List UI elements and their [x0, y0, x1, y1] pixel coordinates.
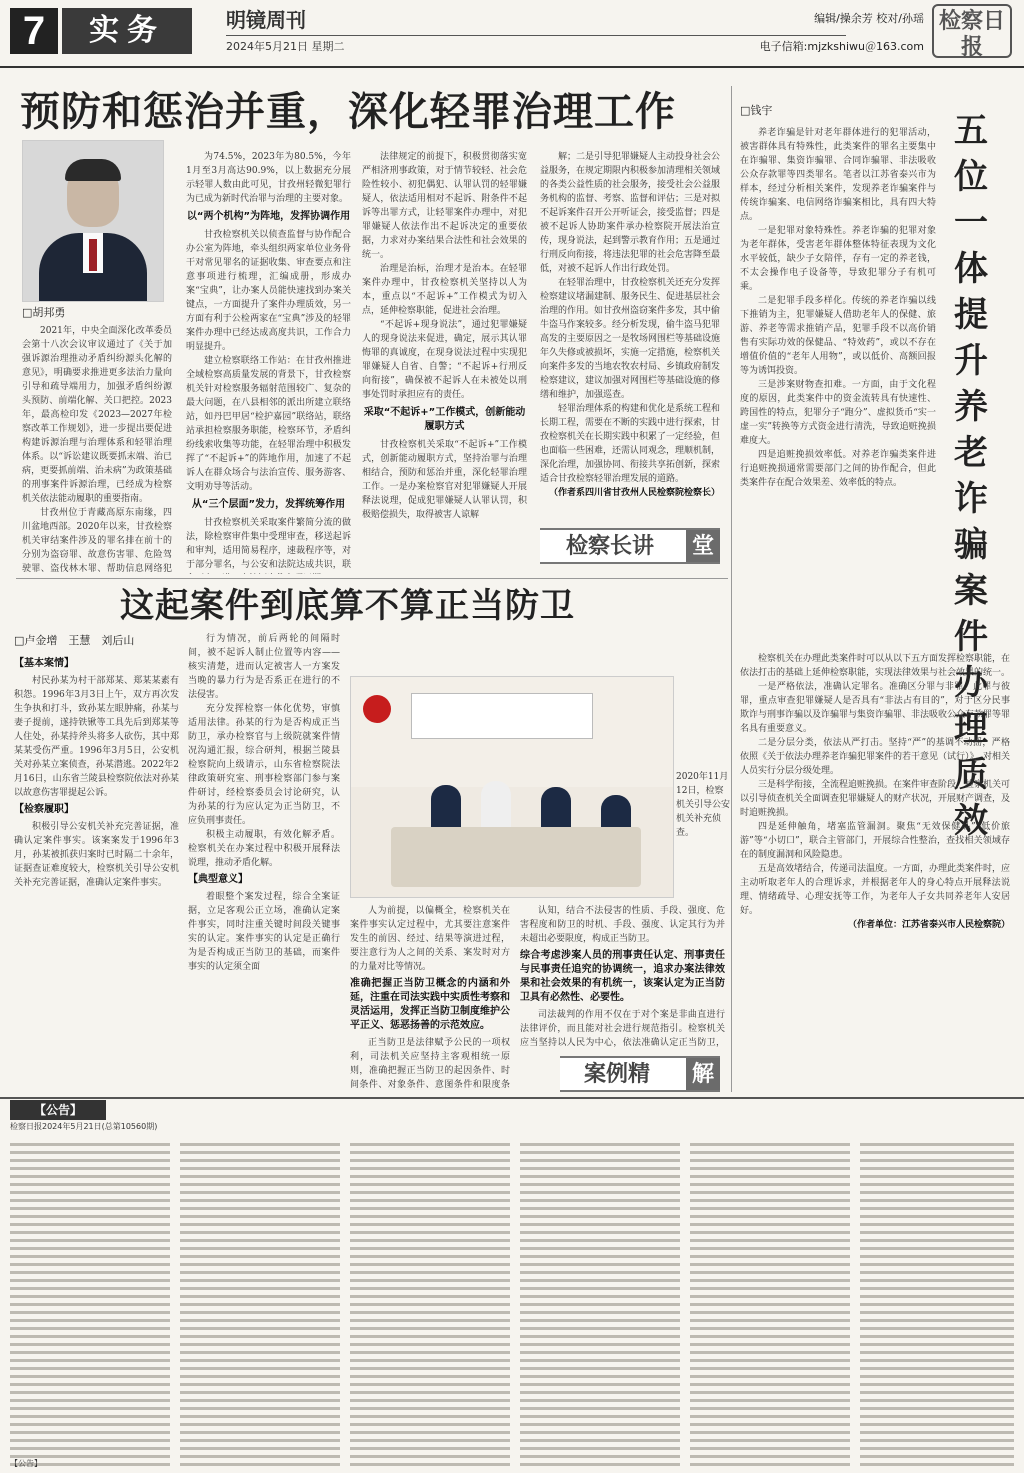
- section-heading: 准确把握正当防卫概念的内涵和外延，注重在司法实践中实质性考察和灵活运用，发挥正当防卫制度维护公平正义、惩恶扬善的示范效应。: [350, 978, 510, 1031]
- paragraph: 四是延伸触角，堵塞监管漏洞。聚焦“无效保健品”“低价旅游”等“小切口”，联合主管部门，开展综合性整治，查找相关领域存在的制度漏洞和风险隐患。: [740, 822, 1010, 860]
- article2-title: 这起案件到底算不算正当防卫: [120, 586, 575, 626]
- editors: 编辑/操余芳 校对/孙瑶: [814, 12, 924, 25]
- notice-tag: 【公告】: [10, 1100, 106, 1120]
- article2-authors: □卢金增 王慧 刘后山: [14, 634, 135, 647]
- paragraph: 人为前提，以偏概全，检察机关在案件事实认定过程中，尤其要注意案件发生的前因、经过、结果等演进过程，要注意行为人之间的关系、案发时对方的力量对比等情况。: [350, 906, 510, 972]
- paragraph: 正当防卫是法律赋予公民的一项权利，司法机关应坚持主客观相统一原则，准确把握正当防卫的起因条件、时间条件、对象条件、意图条件和限度条: [350, 1038, 510, 1090]
- section-name: 实务: [62, 8, 192, 54]
- paragraph: 村民孙某为村干部郑某、郑某某素有积怨。1996年3月3日上午，双方再次发生争执和打斗，致孙某左眼肿痛，孙某与妻子提前，遂持铁锹等工具先后到郑某等人住处，孙某持斧头将多人砍伤，其中郑某某受伤严重。1996年3月5日，公安机关对孙某立案侦查，孙某潜逃。2022年2月16日，山东省兰陵县检察院依法对孙某以故意伤害罪提起公诉。: [14, 676, 179, 798]
- article1-column-3: [362, 150, 527, 574]
- article1-author: □胡邦勇: [22, 306, 66, 319]
- article1-title: 预防和惩治并重，深化轻罪治理工作: [20, 88, 676, 135]
- paragraph: 2021年，中央全面深化改革委员会第十八次会议审议通过了《关于加强诉源治理推动矛盾纠纷源头化解的意见》，明确要求推进更多法治力量向引导和疏导端用力，加强矛盾纠纷源头预防、前端化解、关口把控。2023年，最高检印发《2023—2027年检察改革工作规划》，进一步提出要促进构建诉源治理与治理体系和轻罪治理体系。以“诉讼建议既要抓末端、治已病，更要抓前端、治未病”为政策基础的刑事案件诉源治理，已经成为检察机关依法能动履职的重要指南。: [22, 326, 172, 504]
- paragraph: 充分发挥检察一体化优势，审慎适用法律。孙某的行为是否构成正当防卫，承办检察官与上级院就案件情况沟通汇报，综合研判，根据兰陵县检察院向上级请示，山东省检察院法律政策研究室、刑事检察部门参与案件研讨，经检察委员会讨论研究，认为孙某的行为应认定为正当防卫，不应负刑事责任。: [188, 704, 340, 826]
- article3-column-2: [740, 652, 1010, 1092]
- paragraph: 五是高效堵结合，传递司法温度。一方面，办理此类案件时，应主动听取老年人的合理诉求，并根据老年人的身心特点开展释法说理、情绪疏导、心理安抚等工作，为老年人子女共同养老年人安居好。: [740, 864, 1010, 916]
- subheading: 以“两个机构”为阵地，发挥协调作用: [186, 211, 351, 222]
- paragraph: 二是分层分类，依法从严打击。坚持“严”的基调不动摇，严格依照《关于依法办理养老诈骗犯罪案件的若干意见（试行）》，对相关人员实行分层分级处理。: [740, 738, 1010, 776]
- article2-column-2: [188, 632, 340, 1090]
- section-heading: 【检察履职】: [14, 804, 74, 815]
- page-number: 7: [10, 8, 58, 54]
- article3-author: □钱宇: [740, 104, 773, 117]
- article3-column-1: [740, 126, 936, 650]
- article3-title: 五位一体提升养老诈骗案件办理质效: [954, 111, 988, 841]
- notice-subtitle: 检察日报2024年5月21日(总第10560期): [10, 1122, 158, 1131]
- contact-email: 电子信箱:mjzkshiwu＠163.com: [759, 40, 924, 53]
- section-heading: 综合考虑涉案人员的刑事责任认定、刑事责任与民事责任追究的协调统一，追求办案法律效果和社会效果的有机统一，该案认定为正当防卫具有必然性、必要性。: [520, 950, 725, 1003]
- author-photo: [22, 140, 164, 302]
- paragraph: 治理是治标，治理才是治本。在轻罪案件办理中，甘孜检察机关坚持以人为本，重点以“不起诉+”工作模式为切入点，延伸检察职能，促进社会治理。: [362, 264, 527, 316]
- subheading: 采取“不起诉+”工作模式，创新能动履职方式: [363, 407, 526, 432]
- notice-column: [860, 1138, 1014, 1468]
- paragraph: 检察机关在办理此类案件时可以从以下五方面发挥检察职能，在依法打击的基础上延伸检察职能，实现法律效果与社会效果的统一。: [740, 654, 1010, 678]
- paragraph: 建立检察联络工作站：在甘孜州推进全域检察高质量发展的背景下，甘孜检察机关针对检察服务辐射范围较广、复杂的最大问题，在八县相邻的派出所建立联络站，如丹巴甲居“检护嘉园”联络站，联络站承担检察服务职能，检察环节，矛盾纠纷线索收集等功能，在轻罪治理中积极发挥了“不起诉+”的阵地作用，加速了不起诉人在群众场合与法治宣传、服务游客、文明劝导等活动。: [186, 356, 351, 492]
- divider: [16, 578, 728, 579]
- paragraph: 三是涉案财物查扣难。一方面，由于文化程度的原因，此类案件中的资金流转具有快速性、跨国性的特点，犯罪分子“跑分”、虚拟货币“实一虚一实”转换等方式资金进行清洗，导致追赃挽损难度大。: [740, 380, 936, 446]
- case-photo: [350, 676, 674, 898]
- subheading: 从“三个层面”发力，发挥统筹作用: [191, 499, 346, 510]
- paragraph: 三是科学衔接，全流程追赃挽损。在案件审查阶段，检察机关可以引导侦查机关全面调查犯罪嫌疑人的财产状况，开展财产调查，及时追赃挽损。: [740, 780, 1010, 818]
- paragraph: 甘孜检察机关以侦查监督与协作配合办公室为阵地，牵头组织两家单位业务骨干对常见罪名的证据收集、审查要点和注意事项进行梳理，汇编成册，形成办案“宝典”，让办案人员能快速找到办案关键点，一方面提升了案件办理质效，另一方面有利于公检两家在“宝典”涉及的轻罪案件办理中已经达成高度共识，工作合力明显提升。: [186, 230, 351, 352]
- newspaper-logo: 检察日报: [932, 4, 1012, 58]
- paragraph: 为74.5%，2023年为80.5%，今年1月至3月高达90.9%，以上数据充分展示轻罪人数由此可见，甘孜州轻微犯罪行为已成为新时代治罪与治理的主要对象。: [186, 152, 351, 204]
- paragraph: 行为情况，前后两轮的间隔时间，被不起诉人制止位置等内容——核实清楚，进而认定被害人一方案发当晚的暴力行为是否系正在进行的不法侵害。: [188, 634, 340, 700]
- article1-column-banner: 检察长讲 堂: [540, 528, 720, 564]
- notice-footer: 【公告】: [10, 1459, 42, 1468]
- paragraph: 法律规定的前提下，积极贯彻落实宽严相济刑事政策，对于情节较轻、社会危险性较小、初犯偶犯、认罪认罚的轻罪嫌疑人，依法适用相对不起诉、附条件不起诉等出罪方式，让轻罪案件办理中，对犯罪嫌疑人依法作出不起诉决定的重要依据，力求对办案结果合法性和社会效果的统一。: [362, 152, 527, 260]
- paragraph: 解；二是引导犯罪嫌疑人主动投身社会公益服务，在规定期限内积极参加清理相关领域的各类公益性质的社会服务，接受社会公益服务机构的监督、考察、监督和评估；三是对拟不起诉案件召开公开听证会，接受监督；四是被不起诉人协助案件承办检察院开展法治宣传，现身说法，起到警示教育作用；五是通过行刑反向衔接，将违法犯罪的社会危害降至最低，对被不起诉人作出行政处罚。: [540, 152, 720, 274]
- paragraph: 认知，结合不法侵害的性质、手段、强度、危害程度和防卫的时机、手段、强度、认定其行为并未超出必要限度，构成正当防卫。: [520, 906, 725, 944]
- notice-column: [10, 1138, 170, 1468]
- article1-column-1: [22, 324, 172, 574]
- paragraph: 在轻罪治理中，甘孜检察机关还充分发挥检察建议堵漏建制、服务民生、促进基层社会治理的作用。如甘孜州盗窃案件多发，其中偷牛盗马作案较多。经分析发现，偷牛盗马犯罪高发的主要原因之一是牧场网围栏等基础设施年久失修或被损坏，实施一定措施，检察机关向案件多发的当地农牧农村局、乡镇政府制发检察建议，建议加强对网围栏等基础设施的修缮和维护，加强巡查。: [540, 278, 720, 400]
- issue-date: 2024年5月21日 星期二: [226, 40, 345, 53]
- paragraph: 司法裁判的作用不仅在于对个案是非曲直进行法律评价，而且能对社会进行规范指引。检察机关应当坚持以人民为中心，依法准确认定正当防卫，: [520, 1010, 725, 1048]
- notice-column: [520, 1138, 680, 1468]
- paragraph: “不起诉+现身说法”，通过犯罪嫌疑人的现身说法来促进，确定，展示其认罪悔罪的真诚度，在现身说法过程中实现犯罪嫌疑人自省、自警；“不起诉+行刑反向衔接”，确保被不起诉人在未被处以刑事处罚时承担应有的责任。: [362, 320, 527, 400]
- section-heading: 【基本案情】: [14, 658, 74, 669]
- header-divider: [226, 35, 846, 36]
- paragraph: 二是犯罪手段多样化。传统的养老诈骗以线下推销为主，犯罪嫌疑人借助老年人的保健、旅游、养老等需求推销产品，犯罪手段不以高价销售有实际功效的保健品、“特效药”，或以不存在增值价值的“老年人用物”，或以低价、高额回报等为诱饵投资。: [740, 296, 936, 376]
- paragraph: 甘孜州位于青藏高原东南缘，四川盆地西部。2020年以来，甘孜检察机关审结案件涉及的罪名排在前十的分别为盗窃罪、故意伤害罪、危险驾驶罪、盗伐林木罪、帮助信息网络犯: [22, 508, 172, 574]
- article3-source: （作者单位：江苏省泰兴市人民检察院）: [847, 920, 1010, 930]
- party-emblem-icon: [363, 695, 391, 723]
- notice-column: [350, 1138, 510, 1468]
- article1-column-2: [186, 150, 351, 574]
- paragraph: 养老诈骗是针对老年群体进行的犯罪活动，被害群体具有特殊性，此类案件的罪名主要集中在诈骗罪、集资诈骗罪、合同诈骗罪、非法吸收公众存款罪等四类罪名。笔者以江苏省泰兴市为样本，经过分析相关案件，发现养老诈骗案件与传统诈骗案、电信网络诈骗案相比，具有四大特点。: [740, 128, 936, 222]
- paragraph: 甘孜检察机关采取案件繁简分流的做法，除检察审件集中受理审查，移送起诉和审判，适用简易程序，速裁程序等，对于部分罪名，与公安和法院达成共识，联: [186, 518, 351, 570]
- article1-column-4: [540, 150, 720, 524]
- article1-source: （作者系四川省甘孜州人民检察院检察长）: [548, 488, 720, 498]
- paragraph: 一是犯罪对象特殊性。养老诈骗的犯罪对象为老年群体，受害老年群体整体特征表现为文化水平较低，缺少子女陪伴，存有一定的养老钱，不太会操作电子设备等，导致犯罪分子有机可乘。: [740, 226, 936, 292]
- paragraph: 积极主动履职，有效化解矛盾。检察机关在办案过程中积极开展释法说理，推动矛盾化解。: [188, 830, 340, 868]
- notice-column: [690, 1138, 850, 1468]
- article2-column-3: [350, 904, 510, 1090]
- article2-column-1: [14, 654, 179, 1090]
- photo-caption: 2020年11月12日，检察机关引导公安机关补充侦查。: [676, 772, 731, 838]
- column-divider: [731, 86, 732, 1092]
- article2-column-4: [520, 904, 725, 1048]
- paragraph: 一是严格依法，准确认定罪名。准确区分罪与非罪、此罪与彼罪，重点审查犯罪嫌疑人是否具有“非法占有目的”，对于区分民事欺诈与刑事诈骗以及诈骗罪与集资诈骗罪、非法吸收公众存款罪等罪名具有重要意义。: [740, 682, 1010, 734]
- paragraph: 轻罪治理体系的构建和优化是系统工程和长期工程，需要在不断的实践中进行探索，甘孜检察机关在长期实践中积累了一定经验，但也面临一些困难，还需认同观念，理顺机制，深化治理，加强协同、衔接共享拓创新，探索适合甘孜检察轻罪治理发展的道路。: [540, 404, 720, 484]
- paragraph: 着眼整个案发过程，综合全案证据，立足客观公正立场，准确认定案件事实，同时注重关键时间段关键事实的认定。案件事实的认定是正确行为是否构成正当防卫的基础，而案件事实的认定须全面: [188, 892, 340, 972]
- article2-column-banner: 案例精 解: [560, 1056, 720, 1092]
- paragraph: 四是追赃挽损效率低。对养老诈骗类案件进行追赃挽损通常需要部门之间的协作配合，但此类案件存在配合效果差、效率低的特点。: [740, 450, 936, 488]
- section-heading: 【典型意义】: [188, 874, 248, 885]
- notice-column: [180, 1138, 340, 1468]
- paragraph: 甘孜检察机关采取“不起诉+”工作模式，创新能动履职方式，坚持治罪与治理相结合，预防和惩治并重，深化轻罪治理工作。一是办案检察官对犯罪嫌疑人开展释法说理，促成犯罪嫌疑人认罪认罚，积极赔偿损失，取得被害人谅解: [362, 440, 527, 520]
- paper-name: 明镜周刊: [226, 8, 306, 32]
- page-header: [0, 0, 1024, 68]
- paragraph: 积极引导公安机关补充完善证据，准确认定案件事实。该案案发于1996年3月，孙某被抓获归案时已时隔二十余年，证据查证难度较大，检察机关引导公安机关补充完善证据，准确认定案件事实。: [14, 822, 179, 888]
